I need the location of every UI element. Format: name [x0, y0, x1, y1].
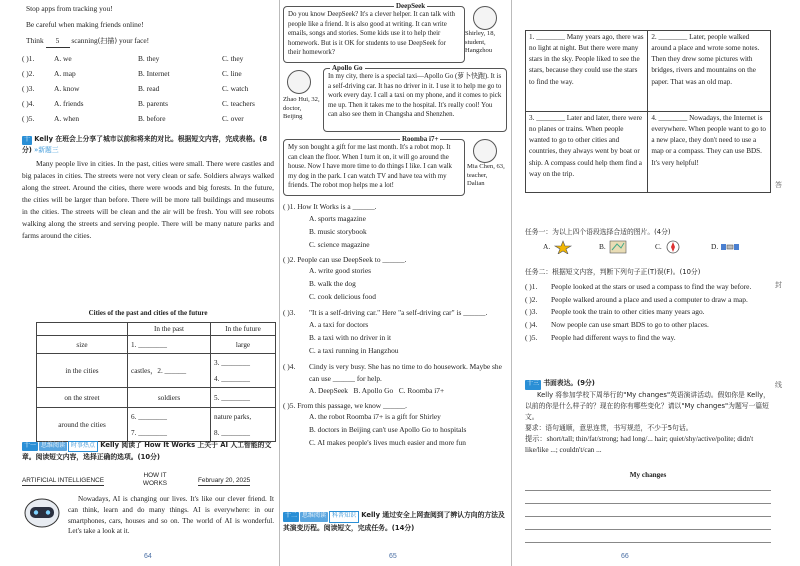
- apollo-card: Apollo Go In my city, there is a special taxi—Apollo Go (萝卜快跑). It is a self-driving car. It has no driver in it. I use it to help me go to work every day. I call a taxi on my phone, and it comes to pick me up. Then it takes me to the hospital. It's really cool! You can also see them in Changsha and Shenzhen.: [323, 68, 507, 132]
- mcq-row: ( )5. A. when B. before C. over: [22, 114, 244, 123]
- zhao-avatar-icon: [287, 70, 311, 94]
- tf-item: ( )1. People looked at the stars or used a compass to find the way before.: [525, 282, 752, 291]
- grid-cell: 3. ________ Later and later, there were no planes or trains. When people wanted to go to other cities and countries, they always went by boat or ship. A compass could help them find a way on the trip.: [526, 112, 648, 193]
- writing-lines[interactable]: [525, 478, 771, 543]
- task-2: 任务二：根据短文内容，判断下列句子正(T)误(F)。(10分): [525, 268, 701, 276]
- question: ( )3. "It is a self-driving car." Here "a self-driving car" is ______. A. a taxi for doctors B. a taxi with no driver in it C. a taxi running in Hangzhou: [283, 308, 488, 355]
- question: ( )1. How It Works is a ______. A. sports magazine B. music storybook C. science magazine: [283, 202, 377, 249]
- question: ( )5. From this passage, we know ______. A. the robot Roomba i7+ is a gift for Shirley B. doctors in Beijing can't use Apollo Go to hospitals C. AI makes people's lives much easier and more fun: [283, 400, 467, 448]
- think-line: Think 5 scanning(扫描) your face!: [26, 36, 149, 48]
- ai-questions: [283, 202, 505, 450]
- writing-section: 十三 书面表达。(9分) Kelly 将参加学校下周举行的"My changes"英语演讲活动。假如你是 Kelly，以前的你是什么样子的？现在的你有哪些变化？请以"My changes"为题写一篇短文。 要求：语句通顺，意思连贯，书写规范，不少于5句话。 提示：short/tall; thin/fat/strong; had long/... hair; quiet/shy/active/polite; didn't like/like ...; couldn't/can ...: [525, 378, 775, 457]
- roomba-card: Roomba i7+ My son bought a gift for me last month. It's a robot mop. It can clean the floor. When I turn it on, it will go around the house. Now I have more time to do things I like. I can walk my dog in the park. I can watch TV and have tea with my friends. The robot mop helps me a lot!: [283, 139, 465, 196]
- page-number: 65: [389, 552, 397, 560]
- page-65: [283, 0, 505, 566]
- mia-caption: Mia Chen, 63, teacher, Dalian: [467, 163, 505, 188]
- grid-cell: 4. ________ Nowadays, the Internet is everywhere. When people want to go to a new place, they don't need to use a map or a compass. They can use BDS. It's very helpful!: [648, 112, 771, 193]
- section-14-heading: 十三 书面表达。(9分): [525, 378, 775, 390]
- side-mark: 答: [775, 181, 782, 189]
- table-row: 4. ________: [37, 372, 276, 388]
- essay-title: My changes: [629, 471, 667, 479]
- page-66: [525, 0, 781, 566]
- tf-item: ( )4. Now people can use smart BDS to go to other places.: [525, 320, 709, 330]
- table-title: Cities of the past and cities of the future: [88, 309, 208, 317]
- page-number: 66: [621, 552, 629, 560]
- deepseek-card: DeepSeek Do you know DeepSeek? It's a clever helper. It can talk with people like a friend. It is also good at writing. It can write emails, songs and stories. Some kids use it to help their homework. But is it OK for students to use DeepSeek for their homework?: [283, 6, 465, 63]
- cities-table: [36, 322, 276, 442]
- section-11-heading: 十 Kelly 在班会上分享了城市以前和将来的对比。根据短文内容，完成表格。(8分) »新题三: [22, 135, 268, 154]
- table-header: In the past In the future: [37, 323, 276, 336]
- shirley-caption: Shirley, 18, student, Hangzhou: [465, 30, 496, 55]
- mcq-list: [22, 54, 272, 129]
- tf-list: [525, 281, 771, 345]
- stars-icon: [553, 240, 573, 254]
- side-mark: 封: [775, 281, 782, 289]
- mcq-row: ( )2. A. map B. Internet C. line: [22, 69, 242, 78]
- cities-passage: Many people live in cities. In the past, cities were small. There were castles and big palaces in cities. The streets were not very clean or safe. Soldiers always walked along the street. Around the cities, there were woods and big forests. In the future, the cities will be larger than before. There will be more tall buildings and museums in the cities. The streets will be clean and the air will be fresh. You will see robots walking along the streets and serving people. There will be many nature parks and farms around the cities.: [22, 159, 274, 240]
- page-64: Stop apps from tracking you! Be careful when making friends online! Think 5 scanning(扫描) your face! ( )1. A. we B. they C. they ( )2. A. map B. Internet C. line ( )3. A. know B. read C. watch ( )4. A. friends B. parents C. teachers ( )5. A. when B. before C. over 十 Kelly 在班会上分享了城市以前和将来的对比。根据短文内容，完成表格。(8分) »新题三 Many people live in cities. In the past, cities were small. There were castles and big palaces in cities. The streets were not very clean or safe. Soldiers always walked along the street. Around the cities, there were woods and big forests. In the future, the cities will be larger than before. There will be more tall buildings and museums in the cities. The streets will be clean and the air will be fresh. You will see robots walking along the streets and serving people. There will be many nature parks and farms around the cities. Cities of the past and cities of the future In the past In the future size 1. ________ large in the cities castles，2. ______ 3. ________ 4. ________ on the street soldiers 5. ________ around the cities 6. ________ nature parks, 7. ________ 8. ________ 十一 思维阅读 时事热点 Kelly 阅读了 How It Works 上关于 AI 人工智能的文章。阅读短文内容，选择正确的选项。(10分) ARTIFICIAL INTELLIGENCE HOW IT WORKS February 20, 2025 Nowadays, AI is changing our lives. It's like our clever friend. It can think, learn and do many things. AI is everywhere: in our smartphones, cars, houses and so on. The world of AI is wonderful. Let's take a look at it. 64: [22, 0, 277, 566]
- table-row: around the cities 6. ________ nature parks,: [37, 408, 276, 426]
- mcq-row: ( )4. A. friends B. parents C. teachers: [22, 99, 255, 108]
- section-13-heading: 十二 思维阅读 科普知识 Kelly 通过安全上网查阅到了辨认方向的方法及其演变历程。阅读短文，完成任务。(14分): [283, 511, 505, 532]
- task-1: 任务一：为以上四个语段选择合适的图片。(4分): [525, 228, 671, 236]
- mcq-row: ( )1. A. we B. they C. they: [22, 54, 244, 63]
- tf-item: ( )3. People took the train to other cities many years ago.: [525, 307, 705, 317]
- section-12-heading: 十一 思维阅读 时事热点 Kelly 阅读了 How It Works 上关于 AI 人工智能的文章。阅读短文内容，选择正确的选项。(10分): [22, 441, 272, 462]
- page-number: 64: [144, 552, 152, 560]
- ai-intro: Nowadays, AI is changing our lives. It's like our clever friend. It can think, learn and do many things. AI is everywhere: in our smartphones, cars, houses and so on. The world of AI is wonderful. Let's take a look at it.: [68, 495, 274, 536]
- tf-item: ( )5. People had different ways to find the way.: [525, 332, 676, 342]
- mia-avatar-icon: [473, 139, 497, 163]
- question: ( )4. Cindy is very busy. She has no time to do housework. Maybe she can use ______ for help. A. DeepSeek B. Apollo Go C. Roomba i7+: [283, 361, 502, 395]
- direction-grid: [525, 30, 771, 193]
- shirley-avatar-icon: [473, 6, 497, 30]
- side-mark: 线: [775, 381, 782, 389]
- grid-cell: 2. ________ Later, people walked around a place and wrote some notes. Then they drew some pictures with bridges, rivers and mountains on the paper. That was an old map.: [648, 31, 771, 112]
- task-1-options: A. B. C. D.: [543, 240, 763, 258]
- robot-icon: [22, 496, 62, 530]
- table-row: on the street soldiers 5. ________: [37, 388, 276, 408]
- table-row: size 1. ________ large: [37, 336, 276, 354]
- tf-item: ( )2. People walked around a place and used a computer to draw a map.: [525, 294, 748, 304]
- compass-icon: [665, 240, 681, 254]
- text-line: Be careful when making friends online!: [26, 20, 144, 29]
- text-line: Stop apps from tracking you!: [26, 4, 113, 13]
- mcq-row: ( )3. A. know B. read C. watch: [22, 84, 249, 93]
- table-row: 7. ________ 8. ________: [37, 426, 276, 442]
- grid-cell: 1. ________ Many years ago, there was no light at night. But there were many stars in the sky. People liked to see the stars, because they could use the stars to find the way.: [526, 31, 648, 112]
- map-icon: [609, 240, 627, 254]
- question: ( )2. People can use DeepSeek to ______. A. write good stories B. walk the dog C. cook delicious food: [283, 254, 407, 302]
- zhao-caption: Zhao Hui, 32, doctor, Beijing: [283, 96, 320, 121]
- table-row: in the cities castles，2. ______ 3. ________: [37, 354, 276, 372]
- satellite-icon: [721, 240, 739, 254]
